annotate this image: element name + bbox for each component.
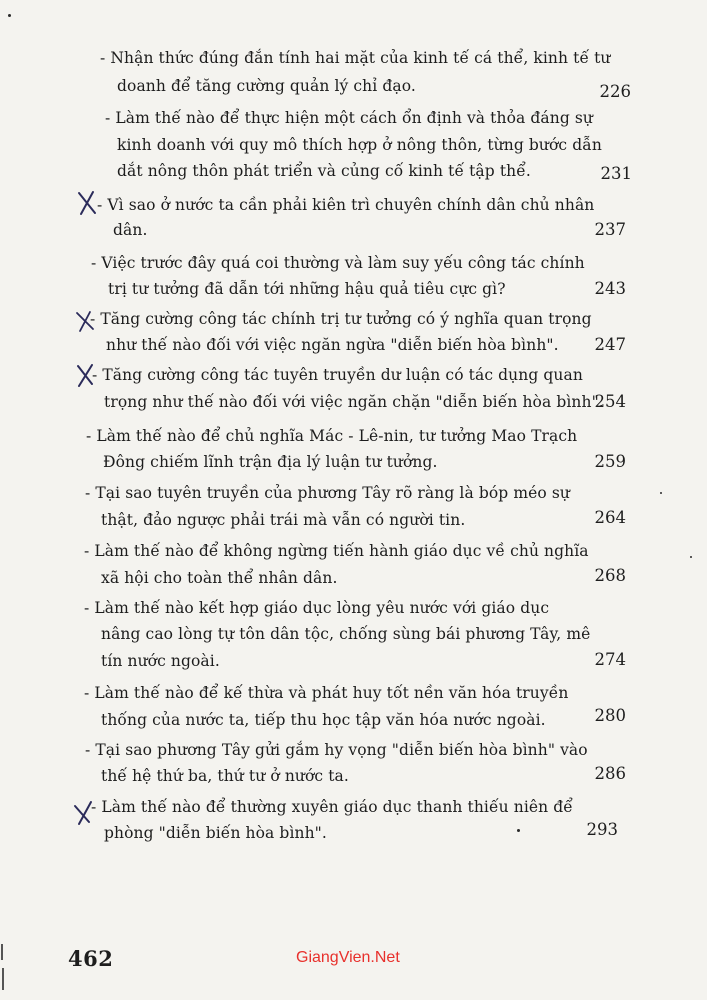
entry-text-line: kinh doanh với quy mô thích hợp ở nông thôn, từng bước dẫn — [117, 136, 602, 154]
entry-text-line: - Vì sao ở nước ta cần phải kiên trì chuyên chính dân chủ nhân — [97, 196, 595, 214]
entry-text-line: trị tư tưởng đã dẫn tới những hậu quả tiêu cực gì? — [108, 280, 506, 298]
entry-text-line: - Làm thế nào để thường xuyên giáo dục thanh thiếu niên để — [91, 798, 573, 816]
entry-text-line: Đông chiếm lĩnh trận địa lý luận tư tưởng. — [103, 453, 438, 471]
entry-text-line: - Tại sao phương Tây gửi gắm hy vọng "diễn biến hòa bình" vào — [85, 741, 588, 759]
page-number: 462 — [68, 946, 114, 971]
entry-page-number: 293 — [586, 820, 618, 839]
entry-page-number: 243 — [594, 279, 626, 298]
entry-text-line: - Làm thế nào kết hợp giáo dục lòng yêu nước với giáo dục — [84, 599, 550, 617]
entry-text-line: như thế nào đối với việc ngăn ngừa "diễn biến hòa bình". — [106, 336, 559, 354]
entry-text-line: dắt nông thôn phát triển và củng cố kinh tế tập thể. — [117, 162, 531, 180]
entry-text-line: - Tại sao tuyên truyền của phương Tây rõ ràng là bóp méo sự — [85, 484, 570, 502]
handwritten-x-mark-icon — [76, 190, 98, 216]
scan-speck — [517, 829, 520, 832]
entry-page-number: 259 — [594, 452, 626, 471]
entry-text-line: - Tăng cường công tác tuyên truyền dư luận có tác dụng quan — [92, 366, 583, 384]
entry-page-number: 264 — [594, 508, 626, 527]
entry-text-line: xã hội cho toàn thể nhân dân. — [101, 569, 338, 587]
entry-text-line: thật, đảo ngược phải trái mà vẫn có người tin. — [101, 511, 466, 529]
entry-page-number: 247 — [594, 335, 626, 354]
scan-speck — [660, 492, 662, 494]
entry-text-line: - Nhận thức đúng đắn tính hai mặt của kinh tế cá thể, kinh tế tư — [100, 49, 611, 67]
entry-text-line: - Làm thế nào để không ngừng tiến hành giáo dục về chủ nghĩa — [84, 542, 589, 560]
entry-page-number: 237 — [594, 220, 626, 239]
entry-page-number: 280 — [594, 706, 626, 725]
entry-text-line: tín nước ngoài. — [101, 652, 220, 670]
entry-page-number: 231 — [600, 164, 632, 183]
entry-text-line: dân. — [113, 221, 148, 239]
entry-text-line: - Việc trước đây quá coi thường và làm suy yếu công tác chính — [91, 254, 585, 272]
entry-text-line: - Tăng cường công tác chính trị tư tưởng có ý nghĩa quan trọng — [90, 310, 592, 328]
entry-text-line: nâng cao lòng tự tôn dân tộc, chống sùng bái phương Tây, mê — [101, 625, 591, 643]
entry-text-line: thống của nước ta, tiếp thu học tập văn hóa nước ngoài. — [101, 711, 546, 729]
watermark-text: GiangVien.Net — [296, 949, 400, 966]
entry-text-line: - Làm thế nào để thực hiện một cách ổn định và thỏa đáng sự — [105, 109, 594, 127]
entry-page-number: 286 — [594, 764, 626, 783]
entry-page-number: 226 — [599, 82, 631, 101]
entry-text-line: - Làm thế nào để chủ nghĩa Mác - Lê-nin, tư tưởng Mao Trạch — [86, 427, 578, 445]
entry-text-line: trọng như thế nào đối với việc ngăn chặn "diễn biến hòa bình". — [104, 393, 604, 411]
entry-text-line: phòng "diễn biến hòa bình". — [104, 824, 327, 842]
entry-text-line: thế hệ thứ ba, thứ tư ở nước ta. — [101, 767, 349, 785]
entry-page-number: 268 — [594, 566, 626, 585]
entry-page-number: 254 — [594, 392, 626, 411]
binding-edge — [0, 940, 6, 1000]
entry-text-line: - Làm thế nào để kế thừa và phát huy tốt nền văn hóa truyền — [84, 684, 569, 702]
scan-speck — [690, 556, 692, 558]
entry-page-number: 274 — [594, 650, 626, 669]
entry-text-line: doanh để tăng cường quản lý chỉ đạo. — [117, 77, 416, 95]
